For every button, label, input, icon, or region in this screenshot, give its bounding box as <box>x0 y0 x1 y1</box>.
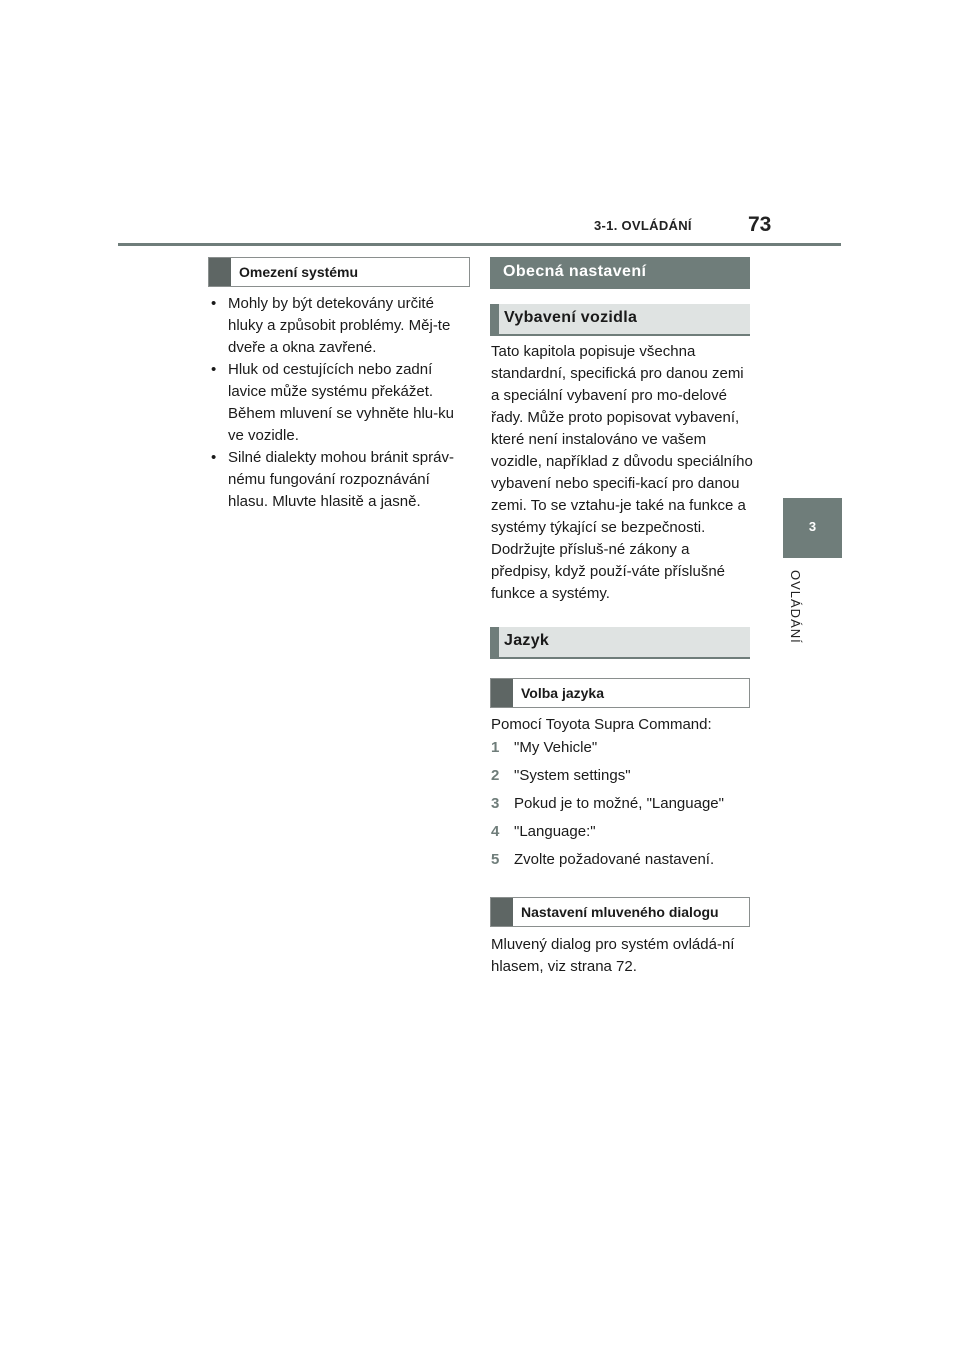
subheading-vehicle-equipment <box>490 304 750 336</box>
list-item: • Hluk od cestujících nebo zadní lavice může systému překážet. Během mluvení se vyhněte hlu-ku ve vozidle. <box>209 359 471 447</box>
subheading-language <box>490 627 750 659</box>
list-item: • Mohly by být detekovány určité hluky a způsobit problémy. Měj-te dveře a okna zavřené. <box>209 293 471 359</box>
chapter-tab <box>783 498 842 558</box>
subheading-marker <box>490 304 499 334</box>
bullet-list <box>209 293 471 513</box>
header-rule <box>118 243 841 246</box>
heading-marker <box>491 679 513 707</box>
subheading-text: Jazyk <box>504 632 550 649</box>
step-number: 5 <box>491 851 500 868</box>
band-general-settings <box>490 257 750 289</box>
box-heading-text: Volba jazyka <box>521 685 605 701</box>
chapter-tab-label: OVLÁDÁNÍ <box>788 570 803 644</box>
step-number: 4 <box>491 823 500 840</box>
step-item <box>491 767 753 795</box>
step-item <box>491 823 753 851</box>
step-number: 1 <box>491 739 500 756</box>
dialog-paragraph: Mluvený dialog pro systém ovládá-ní hlasem, viz strana 72. <box>491 936 735 975</box>
box-heading-text: Nastavení mluveného dialogu <box>521 904 719 920</box>
box-heading-system-limits <box>208 257 470 287</box>
step-text: Pokud je to možné, "Language" <box>514 795 724 812</box>
steps-list <box>491 739 753 879</box>
list-item: • Silné dialekty mohou bránit správ-nému fungování rozpoznávání hlasu. Mluvte hlasitě a jasně. <box>209 447 471 513</box>
step-text: "Language:" <box>514 823 596 840</box>
section-title: 3-1. OVLÁDÁNÍ <box>594 218 692 233</box>
chapter-tab-number: 3 <box>808 519 817 534</box>
step-number: 2 <box>491 767 500 784</box>
step-item <box>491 851 753 879</box>
box-heading-voice-dialog <box>490 897 750 927</box>
step-item <box>491 795 753 823</box>
page-number: 73 <box>748 213 772 236</box>
step-text: Zvolte požadované nastavení. <box>514 851 715 868</box>
band-title: Obecná nastavení <box>503 263 647 280</box>
language-intro: Pomocí Toyota Supra Command: <box>491 716 712 733</box>
step-number: 3 <box>491 795 500 812</box>
subheading-text: Vybavení vozidla <box>504 309 638 326</box>
heading-marker <box>209 258 231 286</box>
box-heading-text: Omezení systému <box>239 264 359 280</box>
heading-marker <box>491 898 513 926</box>
step-text: "System settings" <box>514 767 631 784</box>
step-item <box>491 739 753 767</box>
step-text: "My Vehicle" <box>514 739 598 756</box>
subheading-marker <box>490 627 499 657</box>
box-heading-language-choice <box>490 678 750 708</box>
vehicle-paragraph: Tato kapitola popisuje všechna standardní, specifická pro danou zemi a speciální vybavení pro mo-delové řady. Může proto popisovat vybavení, které není instalováno ve vašem vozidle, například z důvodu speciálního vybavení nebo specifi-kací pro danou zemi. To se vztahu-je také na funkce a systémy týkající se bezpečnosti. Dodržujte přísluš-né zákony a předpisy, když použí-váte příslušné funkce a systémy. <box>491 343 753 602</box>
